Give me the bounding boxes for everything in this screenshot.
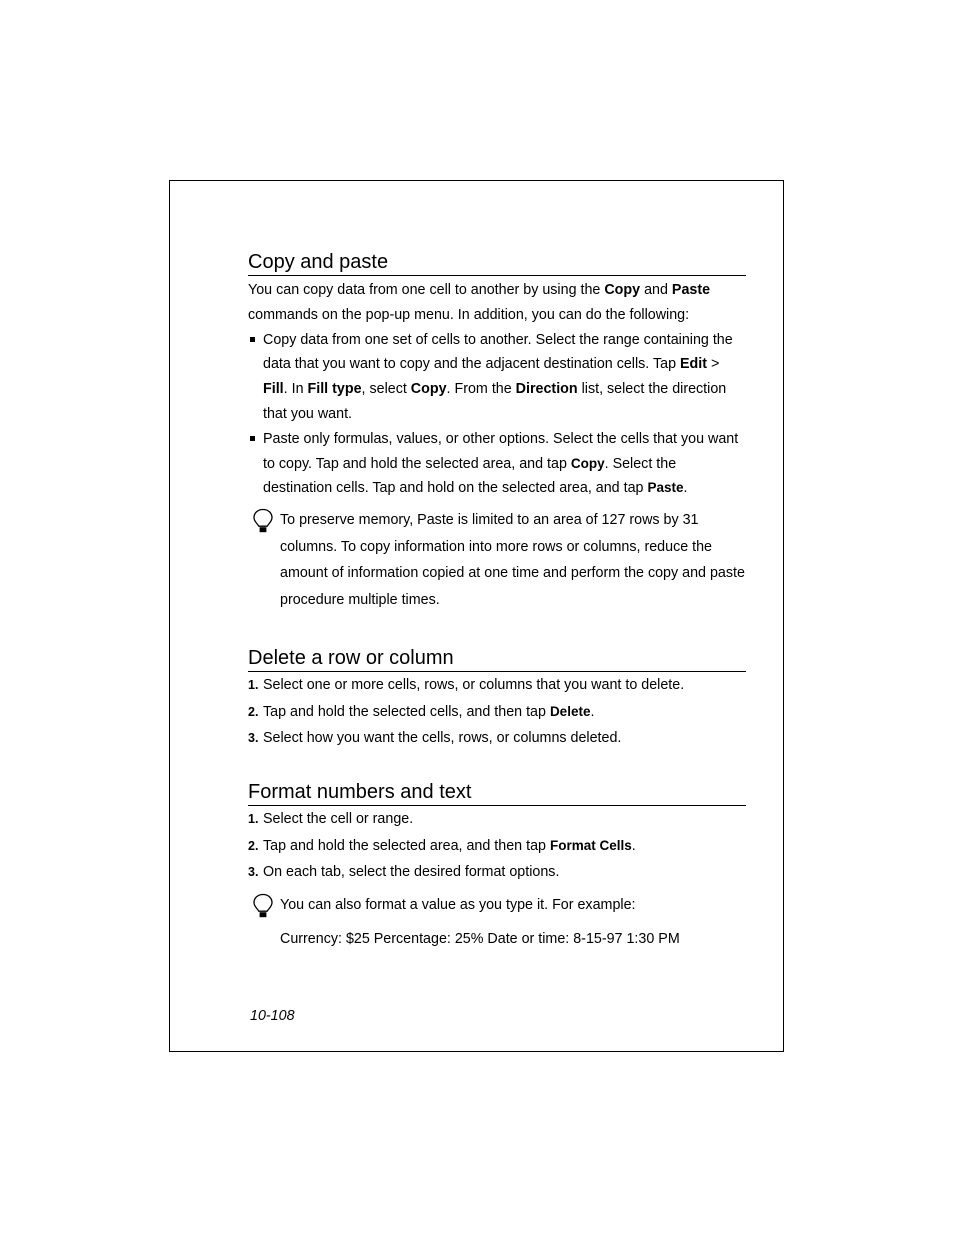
- step-number: 1.: [248, 678, 259, 692]
- format-example: Currency: $25 Percentage: 25% Date or time: 8-15-97 1:30 PM: [280, 931, 680, 947]
- step-item: 2. Tap and hold the selected cells, and then tap Delete.: [248, 699, 746, 726]
- step-number: 2.: [248, 704, 259, 719]
- section-delete: [248, 646, 746, 752]
- ui-term: Copy: [604, 282, 641, 298]
- step-item: 1. Select one or more cells, rows, or columns that you want to delete.: [248, 672, 746, 699]
- page-number: 10-108: [250, 1008, 295, 1024]
- step-number: 3.: [248, 865, 259, 879]
- bullet-item: Paste only formulas, values, or other options. Select the cells that you want to copy. Tap and hold the selected area, and tap Copy. Select the destination cells. Tap and hold on the selected area, and tap Paste.: [248, 427, 746, 501]
- step-list: [248, 806, 746, 886]
- section-title: Format numbers and text: [248, 780, 746, 806]
- step-list: [248, 672, 746, 752]
- step-number: 1.: [248, 812, 259, 826]
- tip-text: You can also format a value as you type it. For example:: [280, 896, 636, 913]
- step-number: 3.: [248, 731, 259, 745]
- step-item: 3. On each tab, select the desired format options.: [248, 859, 746, 886]
- tip-note: [248, 892, 746, 919]
- tip-text: To preserve memory, Paste is limited to an area of 127 rows by 31 columns. To copy information into more rows or columns, reduce the amount of information copied at one time and perform the copy and paste procedure multiple times.: [280, 512, 745, 608]
- ui-term: Paste: [671, 282, 711, 298]
- lightbulb-icon: [252, 508, 274, 534]
- bullet-item: Copy data from one set of cells to another. Select the range containing the data that you want to copy and the adjacent destination cells. Tap Edit > Fill. In Fill type, select Copy. From the Direction list, select the direction that you want.: [248, 328, 746, 427]
- step-item: 1. Select the cell or range.: [248, 806, 746, 833]
- intro-paragraph: You can copy data from one cell to another by using the Copy and Paste commands on the pop-up menu. In addition, you can do the following:: [248, 282, 711, 323]
- section-copy-paste: [248, 250, 746, 613]
- section-format: [248, 780, 746, 952]
- step-number: 2.: [248, 838, 259, 853]
- step-item: 3. Select how you want the cells, rows, or columns deleted.: [248, 725, 746, 752]
- tip-note: [248, 507, 746, 613]
- lightbulb-icon: [252, 893, 274, 919]
- step-item: 2. Tap and hold the selected area, and then tap Format Cells.: [248, 833, 746, 860]
- section-title: Delete a row or column: [248, 646, 746, 672]
- section-title: Copy and paste: [248, 250, 746, 276]
- bullet-list: [248, 328, 746, 502]
